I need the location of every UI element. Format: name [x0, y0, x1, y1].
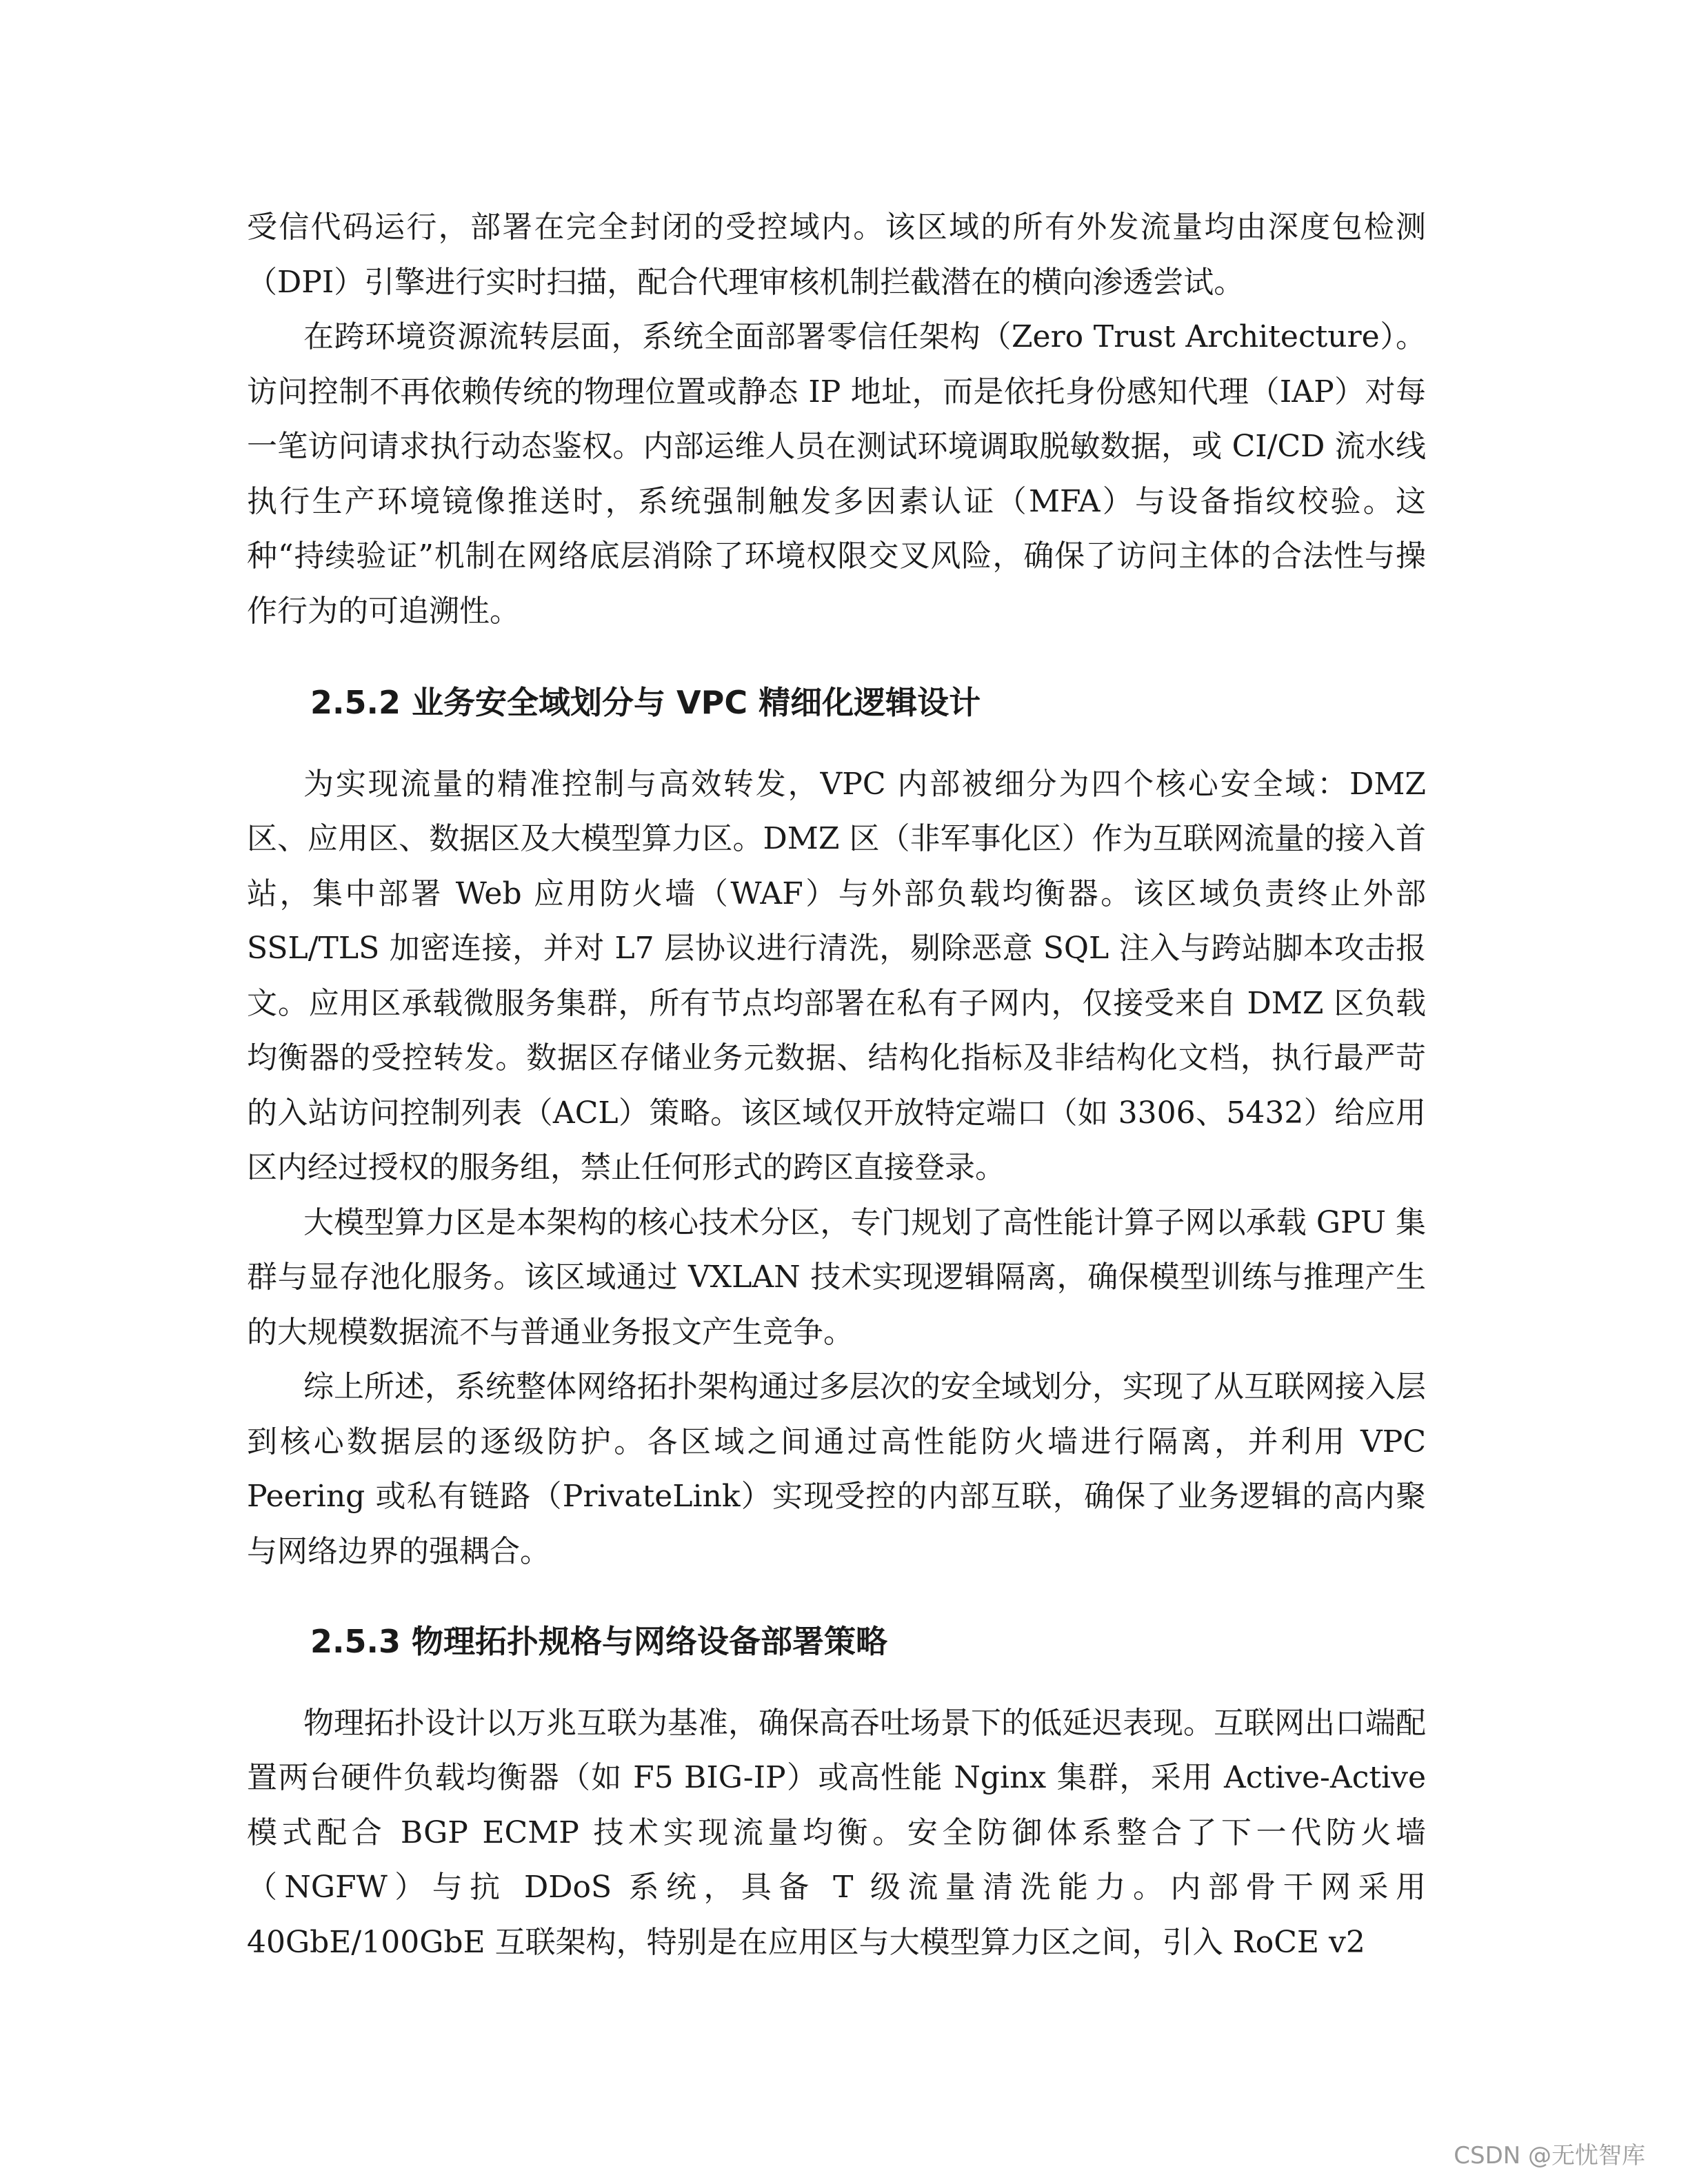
- paragraph-continuation: 受信代码运行，部署在完全封闭的受控域内。该区域的所有外发流量均由深度包检测（DPI）引擎进行实时扫描，配合代理审核机制拦截潜在的横向渗透尝试。: [247, 210, 1426, 300]
- paragraph-security-zones: 为实现流量的精准控制与高效转发，VPC 内部被细分为四个核心安全域：DMZ 区、应用区、数据区及大模型算力区。DMZ 区（非军事化区）作为互联网流量的接入首站，集中部署 Web 应用防火墙（WAF）与外部负载均衡器。该区域负责终止外部 SSL/TLS 加密连接，并对 L7 层协议进行清洗，剔除恶意 SQL 注入与跨站脚本攻击报文。应用区承载微服务集群，所有节点均部署在私有子网内，仅接受来自 DMZ 区负载均衡器的受控转发。数据区存储业务元数据、结构化指标及非结构化文档，执行最严苛的入站访问控制列表（ACL）策略。该区域仅开放特定端口（如 3306、5432）给应用区内经过授权的服务组，禁止任何形式的跨区直接登录。: [247, 766, 1426, 1185]
- csdn-watermark: CSDN @无忧智库: [1454, 2142, 1645, 2170]
- document-page: [247, 200, 1426, 1970]
- paragraph-zero-trust: 在跨环境资源流转层面，系统全面部署零信任架构（Zero Trust Architecture）。访问控制不再依赖传统的物理位置或静态 IP 地址，而是依托身份感知代理（IAP）对每一笔访问请求执行动态鉴权。内部运维人员在测试环境调取脱敏数据，或 CI/CD 流水线执行生产环境镜像推送时，系统强制触发多因素认证（MFA）与设备指纹校验。这种“持续验证”机制在网络底层消除了环境权限交叉风险，确保了访问主体的合法性与操作行为的可追溯性。: [247, 319, 1426, 629]
- section-heading-2-5-3: 2.5.3 物理拓扑规格与网络设备部署策略: [310, 1623, 887, 1660]
- paragraph-physical-topology: 物理拓扑设计以万兆互联为基准，确保高吞吐场景下的低延迟表现。互联网出口端配置两台硬件负载均衡器（如 F5 BIG-IP）或高性能 Nginx 集群，采用 Active-Active 模式配合 BGP ECMP 技术实现流量均衡。安全防御体系整合了下一代防火墙（NGFW）与抗 DDoS 系统，具备 T 级流量清洗能力。内部骨干网采用 40GbE/100GbE 互联架构，特别是在应用区与大模型算力区之间，引入 RoCE v2: [247, 1705, 1426, 1960]
- paragraph-summary: 综上所述，系统整体网络拓扑架构通过多层次的安全域划分，实现了从互联网接入层到核心数据层的逐级防护。各区域之间通过高性能防火墙进行隔离，并利用 VPC Peering 或私有链路（PrivateLink）实现受控的内部互联，确保了业务逻辑的高内聚与网络边界的强耦合。: [247, 1369, 1426, 1569]
- section-heading-2-5-2: 2.5.2 业务安全域划分与 VPC 精细化逻辑设计: [310, 684, 981, 721]
- paragraph-gpu-zone: 大模型算力区是本架构的核心技术分区，专门规划了高性能计算子网以承载 GPU 集群与显存池化服务。该区域通过 VXLAN 技术实现逻辑隔离，确保模型训练与推理产生的大规模数据流不与普通业务报文产生竞争。: [247, 1204, 1426, 1350]
